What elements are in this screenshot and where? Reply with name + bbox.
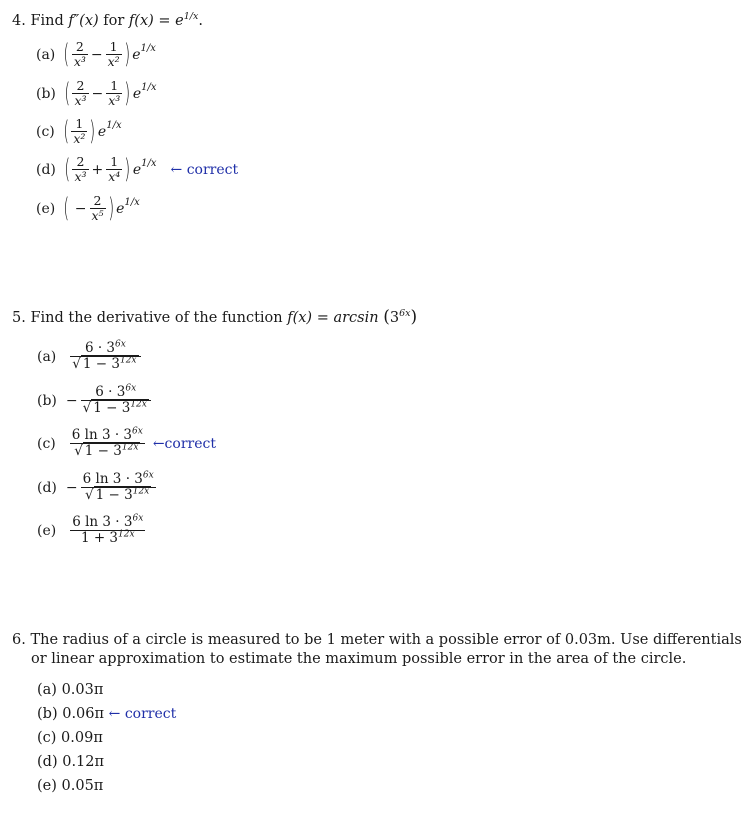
exponent: 1/x [183, 11, 199, 23]
argument-base: 3 [389, 310, 400, 326]
fraction: $\frac{2}{\text{x³}}$ [73, 39, 86, 69]
question-4-prompt [12, 12, 203, 31]
exponent: 1/x [140, 43, 156, 54]
exponent: 1/x [106, 120, 122, 131]
exponential-base: e [132, 85, 142, 102]
q5-option-a[interactable] [37, 339, 141, 372]
right-paren: ) [89, 116, 96, 147]
exponential-base: e [116, 200, 125, 217]
fraction: $\frac{1}{\text{x³}}$ [108, 78, 121, 108]
q4-option-b[interactable] [36, 80, 157, 107]
function-definition: f(x) = arcsin [287, 310, 379, 326]
q6-option-e[interactable] [37, 777, 103, 796]
q4-option-a[interactable] [36, 41, 156, 68]
option-value: 0.05π [61, 778, 104, 794]
correct-answer-marker: ← correct [108, 706, 177, 722]
prompt-text: for [98, 13, 129, 29]
operator: − [90, 46, 103, 63]
fraction: $\frac{2}{\text{x³}}$ [74, 154, 87, 184]
option-label: (e) [37, 778, 57, 794]
fraction: $\frac{6 \cdot 3^{6x}}{√ 1 - 3^{12x}}$ [81, 386, 151, 415]
question-6-prompt [12, 631, 742, 650]
right-paren: ) [124, 78, 131, 109]
operator: − [91, 85, 104, 102]
fraction: $\frac{6 \ln 3 \cdot 3^{6x}}{√ 1 - 3^{12x}}$ [71, 426, 143, 459]
q6-option-d[interactable] [37, 753, 104, 772]
fraction: $\frac{2}{\text{x³}}$ [74, 78, 87, 108]
question-5-prompt: 5. Find the derivative of the function $f(x) = \arcsin (3^{6x})$ [12, 307, 418, 327]
prompt-text: Find [30, 13, 69, 29]
negative-sign: − [74, 200, 87, 217]
fraction: $\frac{6 \cdot 3^{6x}}{√ 1 - 3^{12x}}$ [70, 342, 140, 371]
fraction: $\frac{1}{\text{x⁴}}$ [108, 154, 121, 184]
option-label: (b) [36, 85, 56, 102]
prompt-text: . [198, 13, 203, 29]
fraction: $\frac{6 \ln 3 \cdot 3^{6x}}{√ 1 - 3^{12x}}$ [82, 470, 154, 503]
left-paren: ( [63, 193, 70, 224]
option-label: (e) [36, 200, 56, 217]
option-label: (d) [36, 161, 56, 178]
exponent: 1/x [124, 197, 140, 208]
question-6-prompt-continued [31, 650, 686, 669]
right-paren: ) [107, 193, 114, 224]
sign: − [65, 479, 78, 496]
right-paren: ) [124, 154, 131, 185]
operator: + [91, 161, 104, 178]
option-value: 0.09π [61, 730, 103, 746]
q5-option-b[interactable] [37, 383, 151, 416]
option-label: (a) [37, 348, 57, 365]
option-label: (b) [37, 392, 57, 409]
exponent: 1/x [141, 82, 157, 93]
exponential-base: e [132, 161, 142, 178]
q4-option-d[interactable] [36, 156, 238, 183]
q4-option-c[interactable] [36, 118, 122, 145]
correct-answer-marker: ← correct [170, 161, 239, 178]
q6-option-c[interactable] [37, 729, 103, 748]
option-label: (e) [37, 522, 57, 539]
q6-option-b[interactable] [37, 705, 176, 724]
option-label: (c) [37, 435, 56, 452]
option-label: (c) [36, 123, 55, 140]
second-derivative-symbol: f″(x) [68, 13, 99, 29]
option-label: (b) [37, 706, 58, 722]
left-paren: ( [64, 154, 71, 185]
exponent: 1/x [141, 158, 157, 169]
prompt-text: Find the derivative of the function [30, 310, 288, 326]
option-label: (c) [37, 730, 57, 746]
q6-option-a[interactable] [37, 681, 103, 700]
function-definition: f(x) = e [128, 13, 184, 29]
fraction: $\frac{1}{\text{x²}}$ [107, 39, 120, 69]
left-paren: ( [63, 39, 70, 70]
left-paren: ( [63, 116, 69, 147]
option-label: (d) [37, 479, 57, 496]
option-label: (a) [36, 46, 56, 63]
q5-option-c[interactable] [37, 426, 216, 459]
question-number: 6. [12, 632, 26, 648]
sign: − [65, 392, 78, 409]
exponent: 6x [399, 308, 411, 320]
q4-option-e[interactable] [36, 195, 140, 222]
fraction: $\frac{6 \ln 3 \cdot 3^{6x}}{1 + 3^{12x}}$ [72, 513, 144, 546]
option-label: (d) [37, 754, 58, 770]
option-value: 0.03π [61, 682, 104, 698]
q5-option-e[interactable] [37, 513, 145, 546]
prompt-line-2: or linear approximation to estimate the maximum possible error in the area of the circle. [31, 651, 687, 667]
fraction: $\frac{1}{\text{x²}}$ [73, 116, 86, 146]
option-value: 0.12π [62, 754, 105, 770]
option-label: (a) [37, 682, 57, 698]
exponential-base: e [132, 46, 141, 63]
right-paren: ) [124, 39, 130, 70]
fraction: $\frac{2}{\text{x⁵}}$ [91, 193, 104, 223]
q5-option-d[interactable] [37, 470, 156, 503]
correct-answer-marker: ←correct [152, 435, 216, 452]
exponential-base: e [97, 123, 107, 140]
question-number: 4. [12, 13, 26, 29]
option-value: 0.06π [62, 706, 105, 722]
prompt-line-1: The radius of a circle is measured to be 1 meter with a possible error of 0.03m. Use differentials [30, 632, 742, 648]
question-number: 5. [12, 310, 26, 326]
left-paren: ( [64, 78, 71, 109]
